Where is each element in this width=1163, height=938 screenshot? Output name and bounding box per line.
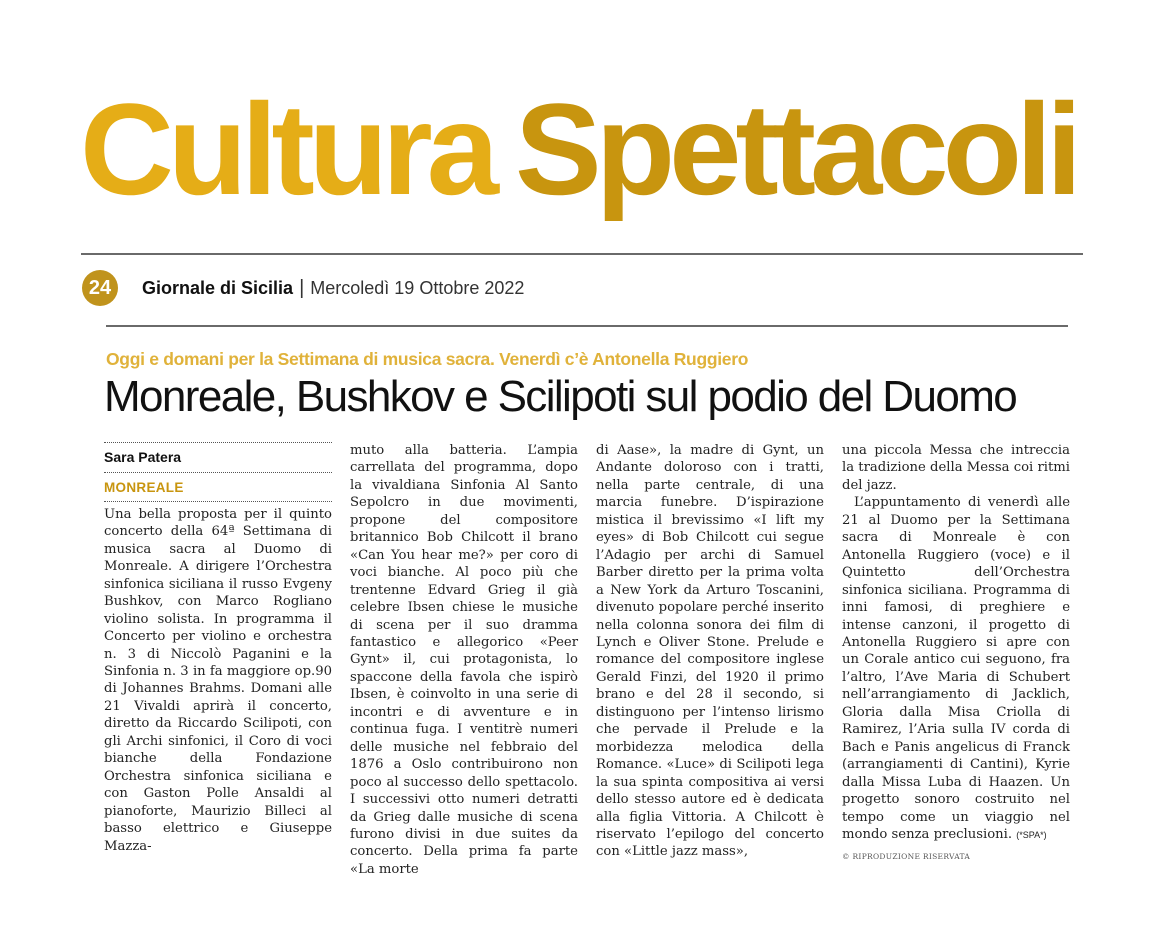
article-column-4	[842, 442, 1070, 862]
article-column-3	[596, 442, 824, 860]
paragraph: di Aase», la madre di Gynt, un Andante doloroso con i tratti, nella parte centrale, di una marcia funebre. D’ispirazione mistica il brevissimo «I lift my eyes» di Bob Chilcott cui segue l’Adagio per archi di Samuel Barber diretto per la prima volta a New York da Arturo Toscanini, divenuto popolare perché inserito nella colonna sonora dei film di Lynch e Oliver Stone. Prelude e romance del compositore inglese Gerald Finzi, del 1920 il primo brano e del 28 il secondo, si distinguono per l’intenso lirismo che pervade il Prelude e la morbidezza melodica della Romance. «Luce» di Scilipoti lega la sua spinta compositiva ai versi dello stesso autore ed è dedicata alla figlia Vittoria. A Chilcott è riservato l’epilogo del concerto con «Little jazz mass»,	[596, 443, 824, 860]
paragraph-text: L’appuntamento di venerdì alle 21 al Duomo per la Settimana sacra di Monreale è con Antonella Ruggiero (voce) e il Quintetto dell’Orchestra sinfonica siciliana. Programma di inni famosi, di preghiere e intense canzoni, il progetto di Antonella Ruggiero si apre con un Corale antico cui seguono, fra l’altro, l’Ave Maria di Schubert nell’arrangiamento di Jacklich, Gloria dalla Misa Criolla di Ramirez, l’Aria sulla IV corda di Bach e Panis angelicus di Franck (arrangiamenti di Cantini), Kyrie dalla Missa Luba di Haazen. Un progetto sonoro costruito nel tempo come un viaggio nel mondo senza preclusioni.	[842, 495, 1070, 842]
byline: Sara Patera	[104, 449, 182, 465]
dotted-divider	[104, 501, 332, 502]
page-number-badge: 24	[82, 270, 118, 306]
paragraph: una piccola Messa che intreccia la tradizione della Messa coi ritmi del jazz.	[842, 443, 1070, 493]
article-column-2	[350, 442, 578, 877]
article-kicker: Oggi e domani per la Settimana di musica sacra. Venerdì c’è Antonella Ruggiero	[106, 349, 749, 369]
section-title	[80, 74, 1076, 224]
author-signature: (*SPA*)	[1016, 829, 1047, 840]
copyright-notice: © RIPRODUZIONE RISERVATA	[842, 852, 971, 862]
dateline: MONREALE	[104, 480, 184, 496]
section-title-spettacoli: Spettacoli	[515, 76, 1077, 222]
folio-line	[82, 270, 524, 306]
header-rule	[106, 325, 1068, 327]
article-column-1	[104, 442, 332, 854]
top-rule	[81, 253, 1083, 255]
paragraph: muto alla batteria. L’ampia carrellata del programma, dopo la vivaldiana Sinfonia Al Santo Sepolcro in due movimenti, propone del compositore britannico Bob Chilcott il brano «Can You hear me?» per coro di voci bianche. Al poco più che trentenne Edvard Grieg il già celebre Ibsen chiese le musiche di scena per il suo dramma fantastico e allegorico «Peer Gynt» il, cui protagonista, lo spaccone della favola che ispirò Ibsen, è coinvolto in una serie di incontri e di avventure e in continua fuga. I ventitrè numeri delle musiche nel febbraio del 1876 a Oslo contribuirono non poco al successo dello spettacolo. I successivi otto numeri detratti da Grieg dalle musiche di scena furono divisi in due suites da concerto. Della prima fa parte «La morte	[350, 443, 578, 877]
article-headline: Monreale, Bushkov e Scilipoti sul podio del Duomo	[104, 372, 1017, 421]
publication-date: Mercoledì 19 Ottobre 2022	[310, 277, 525, 298]
article-body	[104, 442, 1070, 877]
section-title-cultura: Cultura	[80, 76, 493, 222]
newspaper-name: Giornale di Sicilia	[142, 277, 294, 298]
paragraph	[842, 494, 1070, 844]
folio-separator: |	[299, 276, 305, 299]
paragraph: Una bella proposta per il quinto concerto della 64ª Settimana di musica sacra al Duomo di Monreale. A dirigere l’Orchestra sinfonica siciliana il russo Evgeny Bushkov, con Marco Rogliano violino solista. In programma il Concerto per violino e orchestra n. 3 di Niccolò Paganini e la Sinfonia n. 3 in fa maggiore op.90 di Johannes Brahms. Domani alle 21 Vivaldi aprirà il concerto, diretto da Riccardo Scilipoti, con gli Archi sinfonici, il Coro di voci bianche della Fondazione Orchestra sinfonica siciliana e con Gaston Polle Ansaldi al pianoforte, Maurizio Billeci al basso elettrico e Giuseppe Mazza-	[104, 506, 332, 854]
